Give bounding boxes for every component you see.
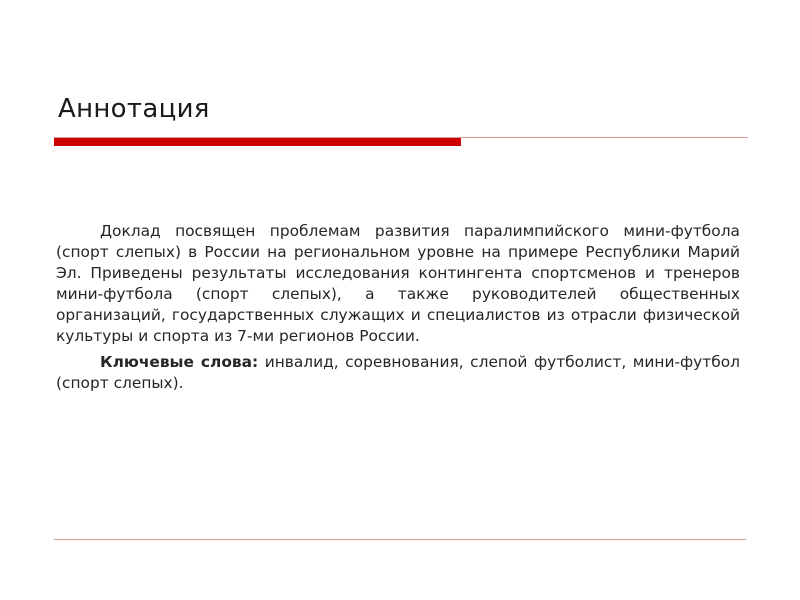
slide-body (56, 221, 740, 399)
abstract-paragraph: Доклад посвящен проблемам развития паралимпийского мини-футбола (спорт слепых) в России на региональном уровне на примере Республики Марий Эл. Приведены результаты исследования контингента спортсменов и тренеров мини-футбола (спорт слепых), а также руководителей общественных организаций, государственных служащих и специалистов из отрасли физической культуры и спорта из 7-ми регионов России. (56, 222, 740, 345)
title-accent-bar (54, 138, 461, 146)
keywords-label: Ключевые слова: (100, 353, 259, 371)
keywords-paragraph (56, 352, 740, 394)
bottom-divider (54, 539, 746, 540)
slide-title: Аннотация (58, 94, 210, 124)
keywords-text: инвалид, соревнования, слепой футболист, мини-футбол (спорт слепых). (56, 353, 740, 392)
